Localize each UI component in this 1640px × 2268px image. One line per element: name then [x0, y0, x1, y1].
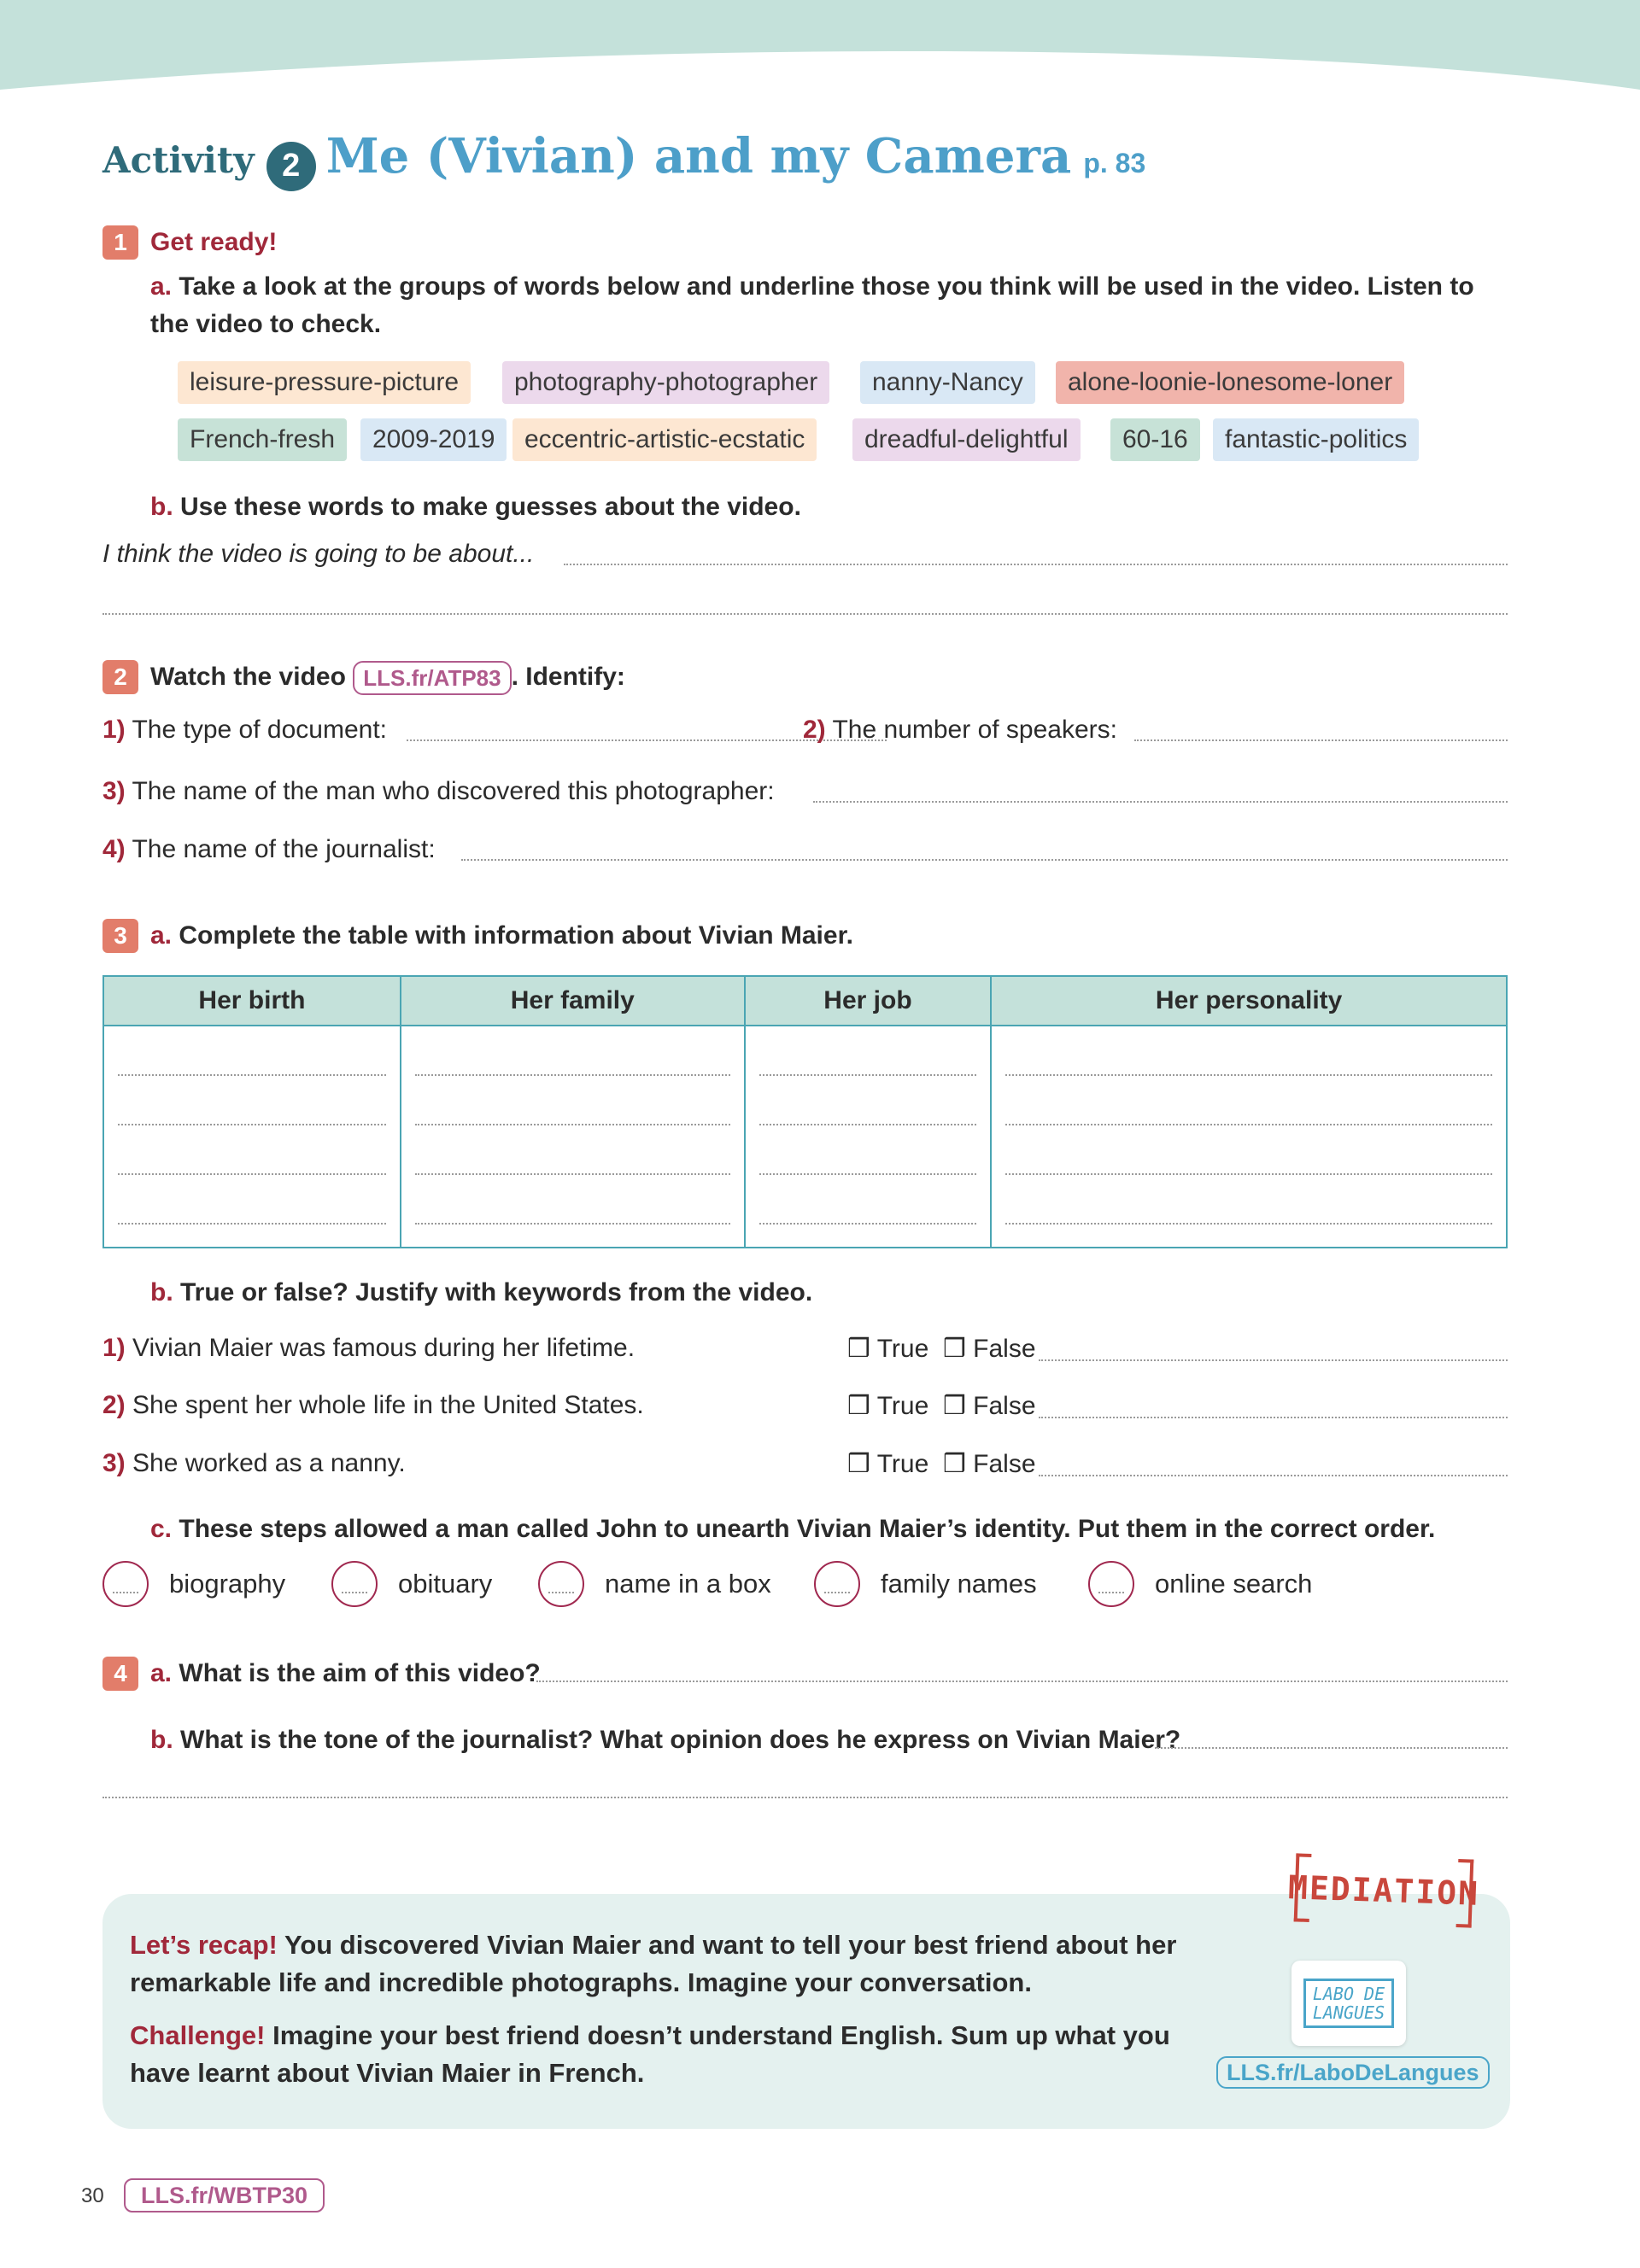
order-circle[interactable] [102, 1561, 149, 1607]
vivian-info-table [102, 975, 1508, 1248]
order-step[interactable]: online search [1088, 1561, 1312, 1607]
step-badge-1: 1 [102, 225, 138, 260]
answer-line[interactable] [102, 1797, 1508, 1798]
workbook-link[interactable]: LLS.fr/WBTP30 [124, 2178, 325, 2212]
section4-b-instruction: b. What is the tone of the journalist? What opinion does he express on Vivian Maier? [150, 1726, 1181, 1754]
recap-paragraph: Let’s recap! You discovered Vivian Maier and want to tell your best friend about her remarkable life and incredible photographs. Imagine your conversation. [130, 1930, 1177, 1997]
answer-line[interactable] [461, 859, 1508, 861]
word-chip[interactable]: 60-16 [1110, 418, 1200, 461]
section2-heading: Watch the video LLS.fr/ATP83 . Identify: [150, 658, 625, 696]
word-chip[interactable]: French-fresh [178, 418, 347, 461]
section3-b-instruction: b. True or false? Justify with keywords from the video. [150, 1278, 813, 1306]
answer-line[interactable] [1155, 1747, 1508, 1749]
section1-a-instruction: a. Take a look at the groups of words below and underline those you think will be used in the video. Listen to the video to check. [150, 272, 1474, 338]
false-checkbox[interactable]: ❒ False [942, 1450, 1036, 1478]
statement-2: 2) She spent her whole life in the United States. [102, 1391, 644, 1419]
identify-item-4: 4) The name of the journalist: [102, 835, 436, 863]
step-badge-3: 3 [102, 919, 138, 953]
answer-line[interactable] [102, 613, 1508, 615]
header-wave-band [0, 0, 1640, 94]
order-step[interactable]: family names [814, 1561, 1037, 1607]
page-number: 30 [81, 2184, 104, 2207]
mediation-stamp: MEDIATION [1294, 1853, 1474, 1927]
section3-c-instruction: c. These steps allowed a man called John to unearth Vivian Maier’s identity. Put them in the correct order. [150, 1515, 1436, 1543]
order-step[interactable]: biography [102, 1561, 285, 1607]
answer-line[interactable] [1039, 1359, 1508, 1361]
true-checkbox[interactable]: ❒ True [847, 1450, 929, 1478]
true-checkbox[interactable]: ❒ True [847, 1335, 929, 1363]
identify-item-2: 2) The number of speakers: [803, 716, 1117, 744]
word-chip[interactable]: leisure-pressure-picture [178, 361, 471, 404]
order-circle[interactable] [1088, 1561, 1134, 1607]
statement-1: 1) Vivian Maier was famous during her lifetime. [102, 1334, 636, 1362]
guess-prompt: I think the video is going to be about... [102, 540, 535, 568]
labo-de-langues-logo: LABO DE LANGUES [1292, 1961, 1406, 2046]
word-chip[interactable]: fantastic-politics [1213, 418, 1419, 461]
identify-item-3: 3) The name of the man who discovered this photographer: [102, 777, 775, 805]
table-header: Her family [401, 976, 745, 1026]
answer-line[interactable] [813, 801, 1508, 803]
answer-line[interactable] [1134, 739, 1508, 741]
true-false-options[interactable] [847, 1391, 1036, 1421]
activity-number-badge: 2 [266, 142, 316, 191]
order-circle[interactable] [814, 1561, 860, 1607]
word-chip[interactable]: alone-loonie-lonesome-loner [1056, 361, 1404, 404]
section4-a-instruction: a. What is the aim of this video? [150, 1659, 541, 1687]
word-chip[interactable]: nanny-Nancy [860, 361, 1035, 404]
activity-page-ref: p. 83 [1083, 148, 1146, 178]
activity-title [102, 128, 1145, 188]
answer-line[interactable] [564, 564, 1508, 565]
word-chip[interactable]: dreadful-delightful [852, 418, 1081, 461]
order-circle[interactable] [331, 1561, 378, 1607]
answer-line[interactable] [1039, 1417, 1508, 1418]
table-header: Her job [745, 976, 992, 1026]
order-circle[interactable] [538, 1561, 584, 1607]
order-step[interactable]: obituary [331, 1561, 492, 1607]
challenge-paragraph: Challenge! Imagine your best friend doesn’t understand English. Sum up what you have learnt about Vivian Maier in French. [130, 2020, 1170, 2088]
identify-item-1: 1) The type of document: [102, 716, 387, 744]
false-checkbox[interactable]: ❒ False [942, 1392, 1036, 1420]
section1-b-instruction: b. Use these words to make guesses about the video. [150, 493, 801, 521]
word-chip[interactable]: 2009-2019 [360, 418, 507, 461]
table-cell-job[interactable] [745, 1026, 992, 1248]
activity-label: Activity [102, 139, 255, 181]
table-header: Her birth [103, 976, 401, 1026]
labo-de-langues-link[interactable]: LLS.fr/LaboDeLangues [1216, 2056, 1490, 2089]
true-false-options[interactable] [847, 1334, 1036, 1364]
activity-name: Me (Vivian) and my Camera [325, 128, 1072, 184]
step-badge-4: 4 [102, 1657, 138, 1691]
word-chip[interactable]: photography-photographer [502, 361, 829, 404]
video-link[interactable]: LLS.fr/ATP83 [353, 661, 511, 695]
answer-line[interactable] [1039, 1475, 1508, 1476]
table-cell-personality[interactable] [991, 1026, 1507, 1248]
step-badge-2: 2 [102, 660, 138, 694]
true-false-options[interactable] [847, 1449, 1036, 1479]
true-checkbox[interactable]: ❒ True [847, 1392, 929, 1420]
word-chip[interactable]: eccentric-artistic-ecstatic [512, 418, 817, 461]
statement-3: 3) She worked as a nanny. [102, 1449, 406, 1477]
answer-line[interactable] [536, 1681, 1508, 1682]
section3-a-instruction: a. Complete the table with information about Vivian Maier. [150, 921, 853, 950]
table-cell-family[interactable] [401, 1026, 745, 1248]
false-checkbox[interactable]: ❒ False [942, 1335, 1036, 1363]
table-header: Her personality [991, 976, 1507, 1026]
section1-heading: Get ready! [150, 228, 278, 256]
table-cell-birth[interactable] [103, 1026, 401, 1248]
order-step[interactable]: name in a box [538, 1561, 771, 1607]
